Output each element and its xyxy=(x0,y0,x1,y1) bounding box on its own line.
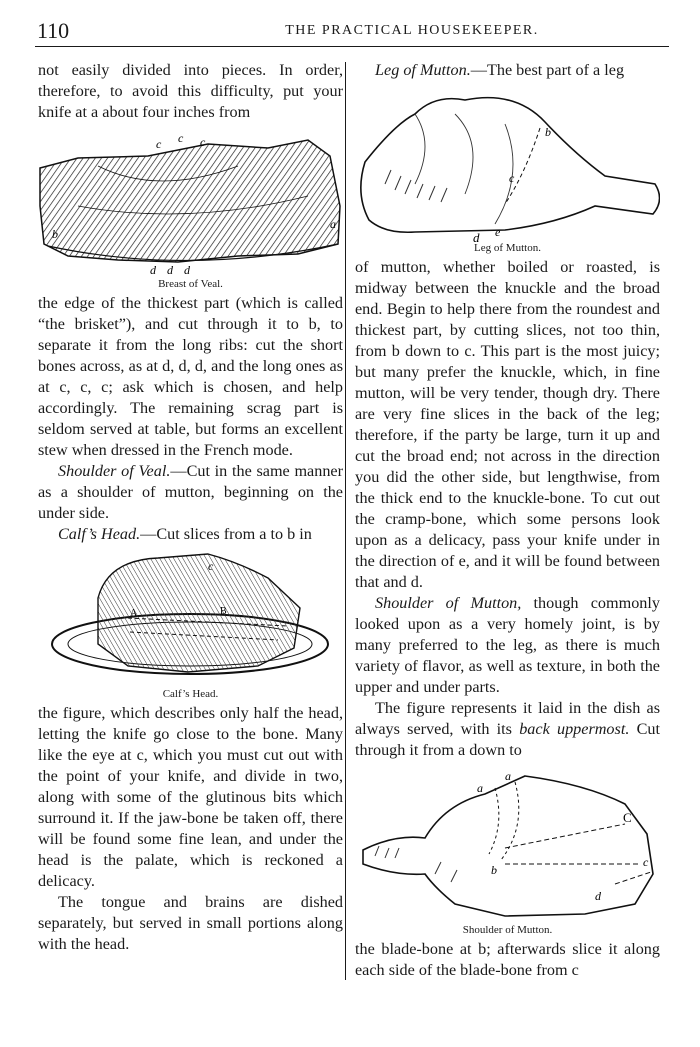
figure-shoulder-of-mutton xyxy=(355,764,660,937)
column-divider xyxy=(345,62,346,980)
paragraph: Calf’s Head.—Cut slices from a to b in xyxy=(58,525,312,543)
section-title: Shoulder of Veal. xyxy=(58,462,171,480)
breast-of-veal-illustration xyxy=(38,126,343,278)
label-b: B xyxy=(220,606,227,617)
label-d: d d d xyxy=(150,263,194,277)
figure-caption: Leg of Mutton. xyxy=(474,242,541,254)
label-c: C xyxy=(623,810,632,825)
calfs-head-illustration xyxy=(38,548,343,688)
label-a: A xyxy=(130,608,138,619)
label-b: b xyxy=(545,125,551,139)
page-number: 110 xyxy=(37,18,70,43)
figure-breast-of-veal xyxy=(38,126,343,291)
paragraph: of mutton, whether boiled or roasted, is midway between the knuckle and the broad end. Begin to help there from the roundest and thickest part, by cutting slices, not too thin, from b down to c. This part is the most juicy; but many prefer the knuckle, which, in fine mutton, will be very tender, though dry. There are very fine slices in the back of the leg; therefore, if the party be large, turn it up and cut the broad end; not across in the direction you did the other side, but lengthwise, from the thick end to the knuckle-bone. To cut out the cramp-bone, which some persons look upon as a delicacy, pass your knife under in the direction of e, and it will be found between that and d. xyxy=(355,258,660,591)
paragraph: The figure represents it laid in the dish as always served, with its back uppermost. Cut through it from a down to xyxy=(355,699,660,759)
paragraph: Shoulder of Mutton, though commonly looked upon as a very homely joint, is by many preferred to the leg, as there is much variety of flavor, as well as texture, in both the upper and under parts. xyxy=(355,594,660,696)
label-b: b xyxy=(491,863,497,877)
label-c: c xyxy=(200,135,206,149)
label-a: a xyxy=(477,781,483,795)
label-a: a xyxy=(505,769,511,783)
paragraph: Shoulder of Veal.—Cut in the same manner as a shoulder of mutton, beginning on the under side. xyxy=(38,462,343,522)
label-c: c xyxy=(178,131,184,145)
paragraph: Leg of Mutton.—The best part of a leg xyxy=(375,61,625,79)
running-title: THE PRACTICAL HOUSEKEEPER. xyxy=(285,23,539,38)
page-header xyxy=(35,18,669,47)
right-column xyxy=(355,60,660,981)
label-a: a xyxy=(330,217,336,231)
paragraph: the edge of the thickest part (which is called “the brisket”), and cut through it to b, to separate it from the long ribs: cut the short bones across, as at d, d, d, and the long ones as at c, c, c; ask which is chosen, and help accordingly. The remaining scrag part is seldom served at table, but forms an excellent stew when dressed in the French mode. xyxy=(38,294,343,459)
paragraph: The tongue and brains are dished separately, but served in small portions along with the head. xyxy=(38,893,343,953)
section-title: Leg of Mutton. xyxy=(375,61,471,79)
figure-caption: Shoulder of Mutton. xyxy=(462,924,553,936)
leg-of-mutton-illustration xyxy=(355,84,660,242)
label-c: c xyxy=(509,171,515,185)
section-title: Shoulder of Mutton, xyxy=(375,594,522,612)
paragraph: not easily divided into pieces. In order, therefore, to avoid this difficulty, put your knife at a about four inches from xyxy=(38,61,343,121)
label-c: c xyxy=(156,137,162,151)
label-c: c xyxy=(643,855,649,869)
section-title: Calf’s Head. xyxy=(58,525,141,543)
figure-calfs-head xyxy=(38,548,343,701)
label-d: d xyxy=(473,230,480,242)
label-c: c xyxy=(208,559,214,573)
paragraph: the blade-bone at b; afterwards slice it along each side of the blade-bone from c xyxy=(355,940,660,979)
paragraph: the figure, which describes only half the head, letting the knife go close to the bone. Many like the eye at c, which you must cut out with the point of your knife, and divide in two, along with some of the glutinous bits which surround it. If the jaw-bone be taken off, there will be found some fine lean, and under the head is the palate, which is reckoned a delicacy. xyxy=(38,704,343,890)
label-d: d xyxy=(595,889,601,903)
figure-caption: Calf’s Head. xyxy=(162,688,219,700)
label-b: b xyxy=(52,227,58,241)
label-e: e xyxy=(495,225,501,239)
figure-caption: Breast of Veal. xyxy=(158,278,223,290)
figure-leg-of-mutton xyxy=(355,84,660,255)
shoulder-of-mutton-illustration xyxy=(355,764,660,924)
left-column xyxy=(38,60,343,955)
